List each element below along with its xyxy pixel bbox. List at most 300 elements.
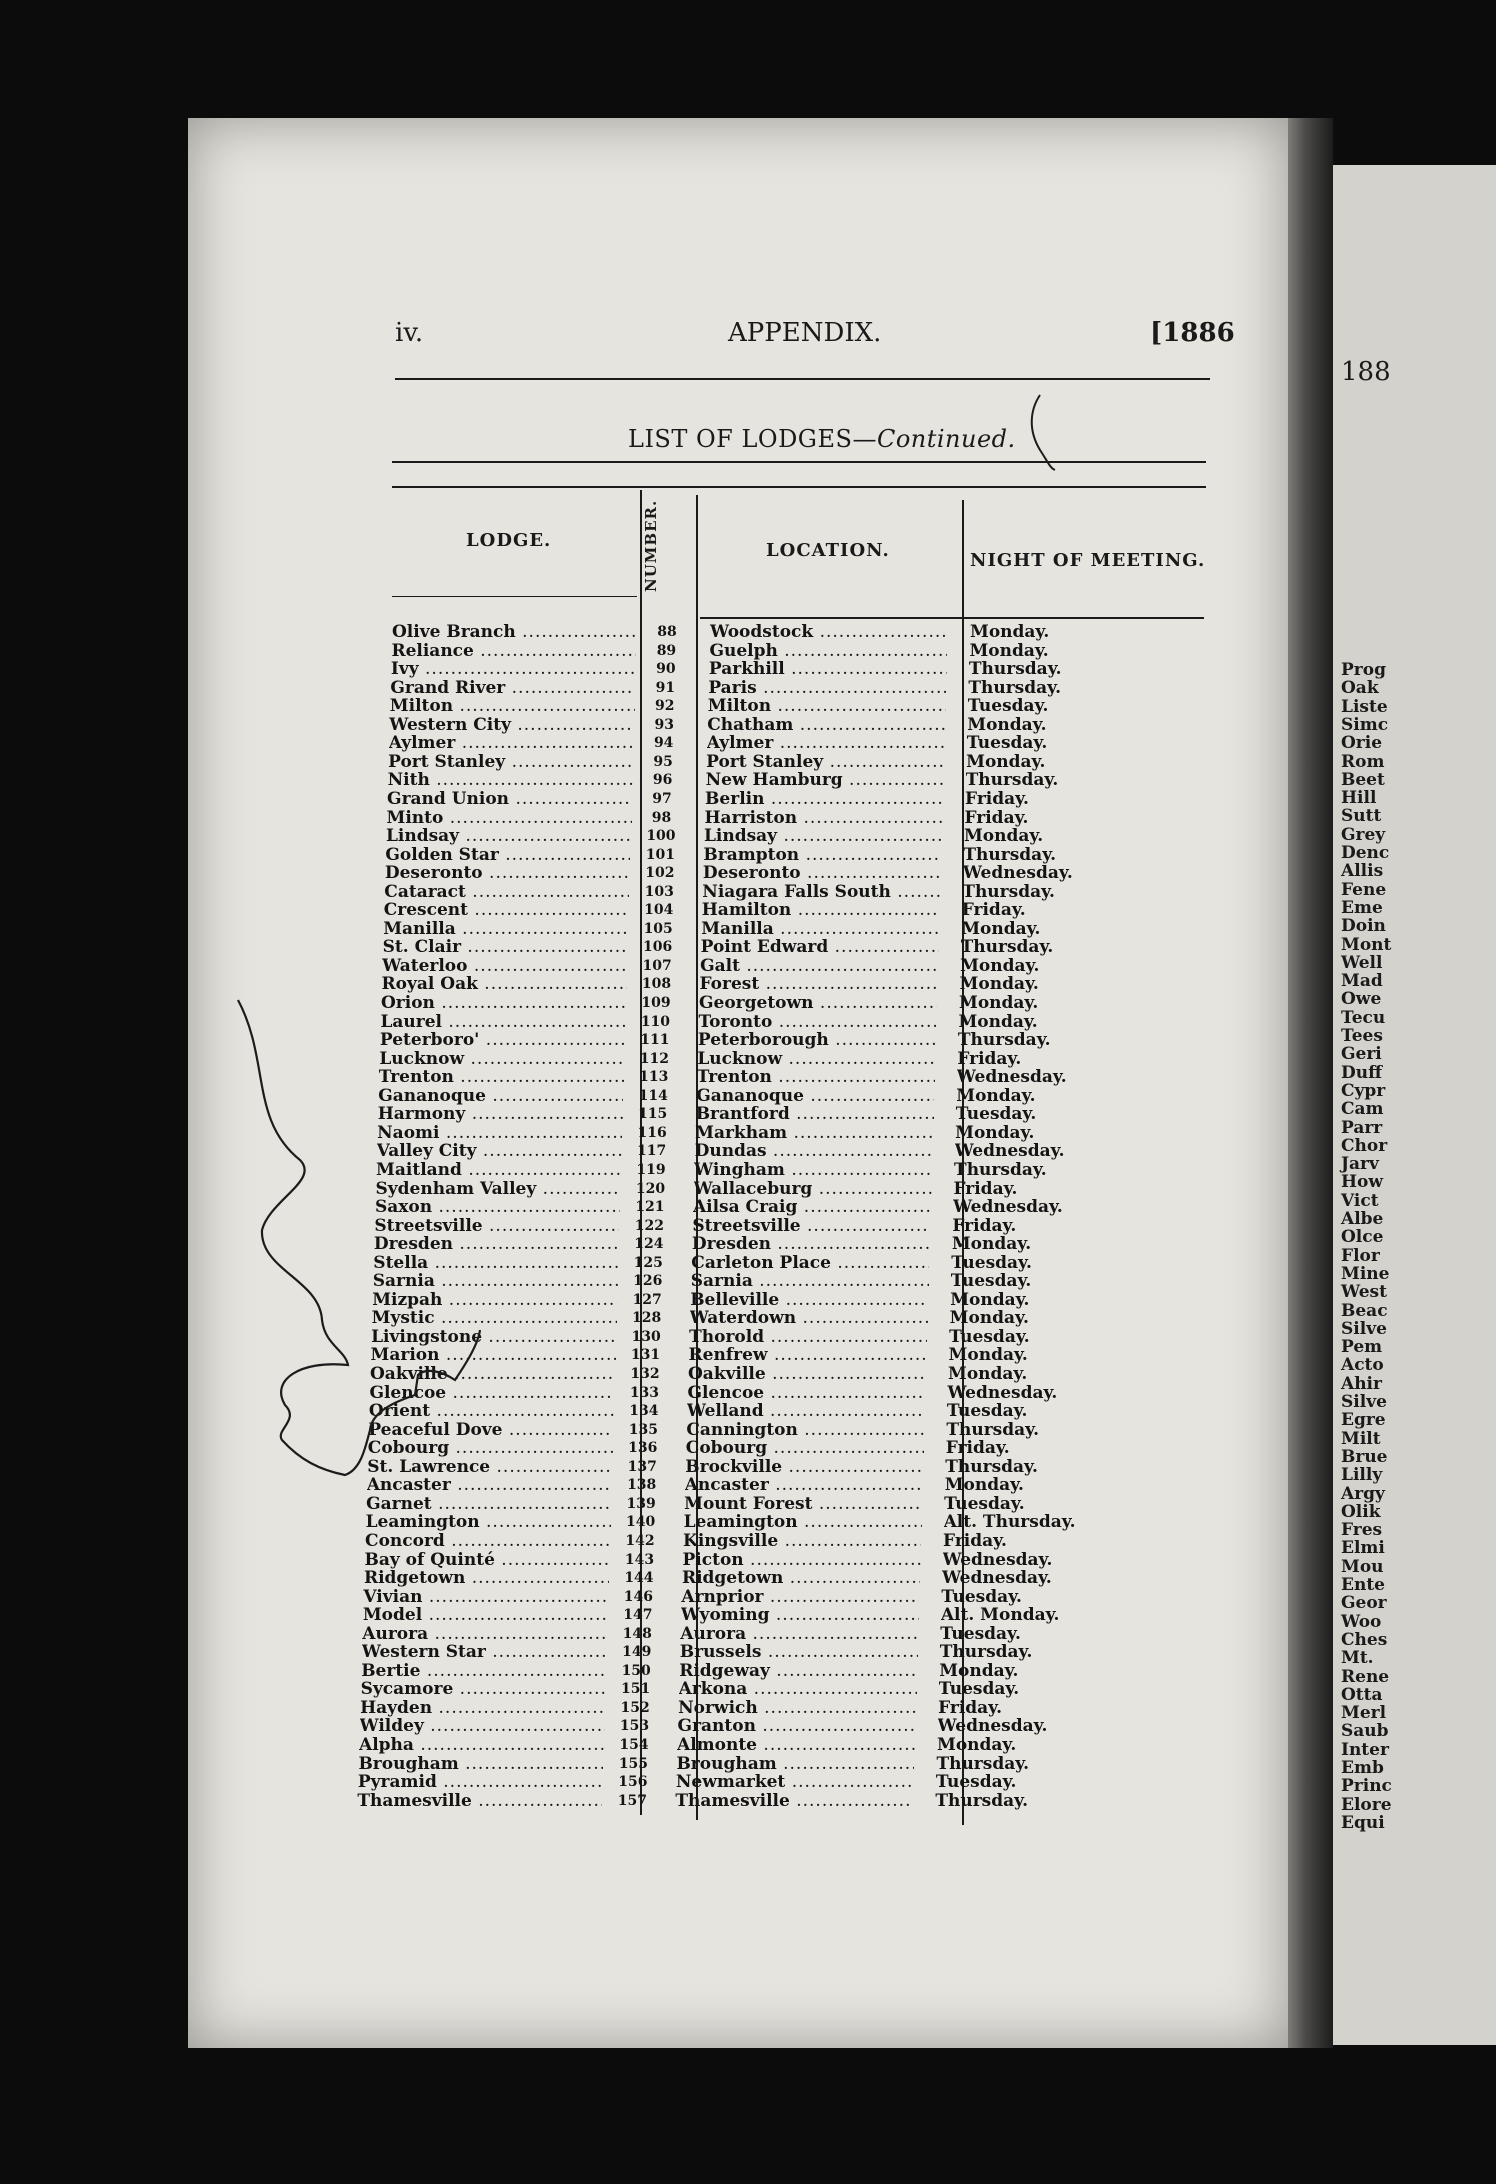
lodge-name-text: Hayden ..... bbox=[360, 1699, 605, 1717]
lodge-location-text: New Hamburg ..... bbox=[706, 771, 944, 789]
lodge-location-text: Port Stanley ..... bbox=[706, 753, 944, 771]
lodge-name-text: Wildey ..... bbox=[360, 1717, 605, 1735]
meeting-night: Monday. bbox=[948, 1365, 1028, 1383]
facing-page-fragment: Owe bbox=[1341, 989, 1382, 1010]
lodge-number: 135 bbox=[628, 1421, 658, 1438]
meeting-night: Thursday. bbox=[939, 1643, 1033, 1662]
lodge-name-text: Royal Oak ..... bbox=[382, 975, 627, 993]
lodge-location-text: Mount Forest ..... bbox=[684, 1495, 922, 1513]
facing-page-fragment: Silve bbox=[1341, 1392, 1387, 1412]
facing-page-fragment: Mad bbox=[1341, 971, 1383, 992]
facing-page-fragment: Olik bbox=[1341, 1501, 1381, 1522]
lodge-number: 133 bbox=[629, 1384, 660, 1401]
lodge-location-text: Georgetown ..... bbox=[699, 994, 937, 1012]
lodge-number: 121 bbox=[635, 1199, 665, 1216]
lodge-location-text: Dresden ..... bbox=[692, 1235, 930, 1253]
lodge-number: 113 bbox=[639, 1069, 669, 1086]
lodge-location-text: Peterborough ..... bbox=[698, 1031, 936, 1049]
facing-page-fragment: Beet bbox=[1341, 769, 1385, 790]
meeting-night: Tuesday. bbox=[950, 1272, 1032, 1291]
meeting-night: Friday. bbox=[965, 789, 1029, 808]
meeting-night: Alt. Monday. bbox=[940, 1606, 1060, 1625]
lodge-name-text: Stella ..... bbox=[373, 1254, 618, 1272]
lodge-number: 139 bbox=[626, 1495, 656, 1512]
meeting-night: Tuesday. bbox=[955, 1105, 1037, 1124]
lodge-number: 132 bbox=[630, 1366, 660, 1382]
meeting-night: Monday. bbox=[944, 1476, 1024, 1495]
page-number: iv. bbox=[395, 318, 424, 348]
lodge-number: 131 bbox=[630, 1347, 661, 1364]
lodge-location-text: Gananoque ..... bbox=[696, 1087, 934, 1105]
facing-page-fragment: Merl bbox=[1341, 1703, 1387, 1724]
meeting-night: Thursday. bbox=[968, 660, 1062, 679]
lodge-name-text: Manilla ..... bbox=[383, 920, 628, 938]
lodge-number: 114 bbox=[638, 1087, 668, 1104]
lodge-number: 116 bbox=[637, 1124, 667, 1141]
lodge-location-text: Trenton ..... bbox=[697, 1068, 935, 1086]
lodge-name-text: Minto ..... bbox=[387, 809, 632, 827]
lodge-location-text: Paris ..... bbox=[708, 679, 946, 697]
lodge-name-text: Grand River ..... bbox=[390, 679, 635, 697]
facing-page-fragment: Albe bbox=[1341, 1209, 1384, 1229]
meeting-night: Tuesday. bbox=[946, 1402, 1028, 1421]
lodge-name-text: Vivian ..... bbox=[363, 1588, 608, 1606]
column-header-location: LOCATION. bbox=[766, 540, 890, 561]
lodge-location-text: Point Edward ..... bbox=[701, 938, 939, 956]
meeting-night: Wednesday. bbox=[954, 1142, 1065, 1161]
meeting-night: Monday. bbox=[959, 975, 1039, 994]
lodge-number: 148 bbox=[622, 1625, 652, 1642]
lodge-number: 156 bbox=[618, 1774, 648, 1791]
lodge-name-text: Aylmer ..... bbox=[389, 734, 634, 752]
facing-page-fragment: Argy bbox=[1341, 1483, 1385, 1504]
lodge-number: 97 bbox=[652, 790, 672, 807]
meeting-night: Monday. bbox=[955, 1123, 1035, 1142]
lodge-number: 98 bbox=[651, 809, 672, 826]
lodge-name-text: Crescent ..... bbox=[384, 901, 629, 919]
lodge-name-text: Concord ..... bbox=[365, 1532, 610, 1550]
lodge-name-text: Sarnia ..... bbox=[373, 1272, 618, 1290]
lodge-number: 90 bbox=[656, 661, 676, 678]
lodge-number: 95 bbox=[653, 753, 673, 770]
meeting-night: Thursday. bbox=[945, 1457, 1038, 1476]
lodge-location-text: Cannington ..... bbox=[686, 1421, 924, 1439]
lodge-name-text: Marion ..... bbox=[371, 1346, 616, 1364]
lodge-name-text: Maitland ..... bbox=[376, 1161, 621, 1179]
meeting-night: Wednesday. bbox=[941, 1569, 1052, 1588]
facing-page-fragment: Vict bbox=[1341, 1190, 1379, 1211]
lodge-location-text: Welland ..... bbox=[687, 1402, 925, 1420]
meeting-night: Monday. bbox=[960, 956, 1040, 975]
lodge-name-text: Western City ..... bbox=[389, 716, 634, 734]
meeting-night: Friday. bbox=[953, 1179, 1018, 1198]
facing-page-fragment: Chor bbox=[1341, 1135, 1388, 1156]
facing-page-fragment: Grey bbox=[1341, 824, 1386, 845]
lodge-location-text: Brantford ..... bbox=[696, 1105, 934, 1123]
lodge-name-text: Mystic ..... bbox=[372, 1309, 617, 1327]
lodge-location-text: Wingham ..... bbox=[694, 1161, 932, 1179]
lodge-location-text: Streetsville ..... bbox=[692, 1217, 930, 1235]
lodge-location-text: Aurora ..... bbox=[680, 1625, 918, 1643]
meeting-night: Friday. bbox=[961, 901, 1026, 920]
lodge-number: 115 bbox=[638, 1106, 668, 1123]
facing-page-fragment: Tecu bbox=[1341, 1007, 1386, 1028]
meeting-night: Tuesday. bbox=[967, 697, 1049, 716]
lodge-name-text: St. Lawrence ..... bbox=[367, 1458, 612, 1476]
meeting-night: Wednesday. bbox=[947, 1383, 1058, 1402]
lodge-name-text: Pyramid ..... bbox=[358, 1773, 603, 1791]
facing-page-fragment: Denc bbox=[1341, 843, 1390, 863]
meeting-night: Thursday. bbox=[936, 1754, 1030, 1773]
meeting-night: Tuesday. bbox=[938, 1680, 1020, 1699]
lodge-number: 134 bbox=[629, 1403, 659, 1420]
lodge-name-text: Grand Union ..... bbox=[387, 790, 632, 808]
facing-page-fragment: Rene bbox=[1341, 1666, 1390, 1687]
lodge-location-text: Sarnia ..... bbox=[691, 1272, 929, 1290]
lodge-name-text: Model ..... bbox=[363, 1606, 608, 1624]
lodge-name-text: Orient ..... bbox=[369, 1402, 614, 1420]
lodge-location-text: Ridgetown ..... bbox=[682, 1569, 920, 1587]
lodge-number: 138 bbox=[627, 1477, 657, 1494]
lodge-name-text: Streetsville ..... bbox=[374, 1217, 619, 1235]
meeting-night: Wednesday. bbox=[937, 1717, 1048, 1736]
lodge-location-text: Picton ..... bbox=[683, 1551, 921, 1569]
lodge-number: 146 bbox=[623, 1588, 653, 1605]
facing-page-fragment: Brue bbox=[1341, 1446, 1388, 1467]
lodge-location-text: Harriston ..... bbox=[705, 809, 943, 827]
table-title-continued: Continued. bbox=[876, 425, 1016, 453]
facing-page-fragment: Geor bbox=[1341, 1593, 1387, 1614]
meeting-night: Thursday. bbox=[963, 845, 1057, 864]
lodge-name-text: Lindsay ..... bbox=[386, 827, 631, 845]
lodge-location-text: Thamesville ..... bbox=[675, 1792, 913, 1810]
lodge-number: 152 bbox=[620, 1699, 650, 1716]
lodge-name-text: Cobourg ..... bbox=[368, 1439, 613, 1457]
lodge-name-text: Bay of Quinté ..... bbox=[365, 1551, 610, 1569]
facing-page-fragment: Simc bbox=[1341, 714, 1389, 735]
lodge-number: 100 bbox=[646, 828, 676, 845]
lodge-number: 130 bbox=[631, 1328, 661, 1345]
lodge-number: 143 bbox=[624, 1551, 655, 1568]
lodge-location-text: Granton ..... bbox=[678, 1717, 916, 1735]
meeting-night: Thursday. bbox=[965, 771, 1059, 790]
lodge-name-text: Milton ..... bbox=[390, 697, 635, 715]
facing-page-fragment: Princ bbox=[1341, 1776, 1392, 1797]
meeting-night: Tuesday. bbox=[941, 1587, 1022, 1606]
facing-running-head: 188 bbox=[1341, 357, 1391, 387]
facing-page-fragment: Fres bbox=[1341, 1520, 1383, 1541]
lodge-location-text: Parkhill ..... bbox=[709, 660, 947, 678]
lodge-location-text: Manilla ..... bbox=[701, 920, 939, 938]
lodge-name-text: Saxon ..... bbox=[375, 1198, 620, 1216]
meeting-night: Monday. bbox=[961, 919, 1041, 938]
lodge-location-text: Forest ..... bbox=[700, 975, 938, 993]
lodge-location-text: Leamington ..... bbox=[684, 1513, 922, 1531]
lodge-number: 140 bbox=[625, 1514, 656, 1531]
lodge-number: 108 bbox=[641, 976, 672, 993]
table-title-text: LIST OF LODGES— bbox=[628, 425, 877, 453]
meeting-night: Friday. bbox=[964, 808, 1029, 827]
lodge-location-text: Brampton ..... bbox=[703, 846, 941, 864]
meeting-night: Wednesday. bbox=[956, 1068, 1067, 1087]
lodge-number: 137 bbox=[627, 1458, 657, 1475]
lodge-location-text: Guelph ..... bbox=[709, 642, 947, 660]
lodge-name-text: Trenton ..... bbox=[379, 1068, 624, 1086]
lodge-location-text: Carleton Place ..... bbox=[691, 1254, 929, 1272]
meeting-night: Tuesday. bbox=[940, 1624, 1021, 1643]
lodge-location-text: Dundas ..... bbox=[695, 1142, 933, 1160]
lodge-number: 112 bbox=[639, 1050, 669, 1067]
lodge-location-text: Ailsa Craig ..... bbox=[693, 1198, 931, 1216]
facing-page-fragment: Prog bbox=[1341, 660, 1386, 680]
lodge-number: 120 bbox=[635, 1180, 666, 1197]
facing-page-fragment: Mont bbox=[1341, 934, 1392, 955]
lodge-location-text: Brockville ..... bbox=[685, 1458, 923, 1476]
lodge-location-text: Thorold ..... bbox=[689, 1328, 927, 1346]
facing-page-fragment: Rom bbox=[1341, 751, 1385, 772]
lodge-number: 96 bbox=[652, 772, 673, 789]
lodge-location-text: Galt ..... bbox=[700, 957, 938, 975]
facing-page-fragment: Duff bbox=[1341, 1062, 1383, 1083]
facing-page-fragment: Elore bbox=[1341, 1794, 1392, 1815]
lodge-number: 101 bbox=[645, 846, 675, 863]
lodge-number: 155 bbox=[618, 1755, 649, 1772]
lodge-number: 124 bbox=[634, 1236, 664, 1253]
facing-page-fragment: Ahir bbox=[1341, 1373, 1382, 1394]
lodge-location-text: Deseronto ..... bbox=[703, 864, 941, 882]
lodge-name-text: Harmony ..... bbox=[378, 1105, 623, 1123]
lodge-number: 154 bbox=[619, 1737, 649, 1753]
facing-page-fragment: Parr bbox=[1341, 1117, 1383, 1138]
lodge-name-text: Gananoque ..... bbox=[378, 1087, 623, 1105]
meeting-night: Monday. bbox=[967, 715, 1047, 734]
lodge-name-text: Nith ..... bbox=[388, 771, 633, 789]
facing-page-fragment: Doin bbox=[1341, 916, 1386, 937]
facing-page-fragment: Egre bbox=[1341, 1410, 1386, 1431]
meeting-night: Monday. bbox=[956, 1086, 1036, 1105]
facing-page-fragment: Otta bbox=[1341, 1684, 1383, 1705]
facing-page-fragment: Geri bbox=[1341, 1044, 1382, 1065]
lodge-location-text: Renfrew ..... bbox=[689, 1346, 927, 1364]
lodge-number: 94 bbox=[653, 735, 674, 752]
lodge-location-text: Wyoming ..... bbox=[681, 1606, 919, 1624]
lodge-name-text: Waterloo ..... bbox=[382, 957, 627, 975]
lodge-location-text: Oakville ..... bbox=[688, 1365, 926, 1383]
facing-page-fragment: Well bbox=[1341, 952, 1383, 973]
lodge-number: 149 bbox=[622, 1644, 652, 1661]
lodge-location-text: Niagara Falls South ..... bbox=[702, 883, 940, 901]
facing-page-fragment: Oak bbox=[1341, 678, 1379, 699]
lodge-name-text: Peaceful Dove ..... bbox=[368, 1421, 613, 1439]
lodge-name-text: Cataract ..... bbox=[384, 883, 629, 901]
lodge-location-text: Almonte ..... bbox=[677, 1736, 915, 1754]
lodge-name-text: Ancaster ..... bbox=[367, 1476, 612, 1494]
meeting-night: Friday. bbox=[943, 1531, 1007, 1550]
lodge-number: 103 bbox=[644, 883, 674, 900]
lodge-number: 127 bbox=[632, 1291, 662, 1308]
lodge-name-text: Livingstone ..... bbox=[371, 1328, 616, 1346]
lodge-number: 110 bbox=[640, 1013, 671, 1030]
lodge-name-text: Brougham ..... bbox=[358, 1755, 603, 1773]
facing-page-fragment: Pem bbox=[1341, 1337, 1383, 1358]
lodge-name-text: Bertie ..... bbox=[361, 1662, 606, 1680]
lodge-name-text: Glencoe ..... bbox=[369, 1384, 614, 1402]
meeting-night: Monday. bbox=[949, 1309, 1029, 1328]
meeting-night: Friday. bbox=[945, 1439, 1010, 1458]
meeting-night: Friday. bbox=[938, 1698, 1003, 1717]
lodge-name-text: Orion ..... bbox=[381, 994, 626, 1012]
lodge-name-text: Naomi ..... bbox=[377, 1124, 622, 1142]
lodge-number: 157 bbox=[617, 1792, 647, 1809]
lodge-name-text: Reliance ..... bbox=[391, 642, 636, 660]
facing-page-fragment: Liste bbox=[1341, 696, 1388, 717]
facing-page-fragment: Silve bbox=[1341, 1318, 1387, 1339]
meeting-night: Thursday. bbox=[954, 1160, 1047, 1179]
facing-page-fragment: Allis bbox=[1341, 861, 1384, 882]
facing-page-fragment: Mt. bbox=[1341, 1648, 1374, 1669]
facing-page-fragment: How bbox=[1341, 1172, 1384, 1193]
facing-page-fragment: Elmi bbox=[1341, 1538, 1385, 1559]
facing-page-fragment: Inter bbox=[1341, 1739, 1389, 1760]
lodge-location-text: Belleville ..... bbox=[690, 1291, 928, 1309]
facing-page-fragment: Fene bbox=[1341, 879, 1387, 900]
lodge-location-text: Brussels ..... bbox=[680, 1643, 918, 1661]
meeting-night: Monday. bbox=[937, 1736, 1017, 1754]
facing-page-fragment: Cam bbox=[1341, 1099, 1384, 1120]
meeting-night: Thursday. bbox=[957, 1031, 1051, 1050]
lodge-location-text: Wallaceburg ..... bbox=[694, 1180, 932, 1198]
lodge-location-text: Brougham ..... bbox=[676, 1755, 914, 1773]
meeting-night: Thursday. bbox=[960, 938, 1054, 957]
lodge-location-text: Cobourg ..... bbox=[686, 1439, 924, 1457]
facing-page-fragment: Hill bbox=[1341, 788, 1377, 809]
lodge-name-text: Western Star ..... bbox=[362, 1643, 607, 1661]
lodge-location-text: Ancaster ..... bbox=[685, 1476, 923, 1494]
running-title: APPENDIX. bbox=[728, 318, 882, 348]
lodge-number: 144 bbox=[624, 1570, 654, 1587]
facing-page-fragment: Mine bbox=[1341, 1263, 1390, 1284]
meeting-night: Wednesday. bbox=[962, 864, 1073, 883]
lodge-name-text: Ivy ..... bbox=[391, 660, 636, 678]
facing-page-fragment: Ente bbox=[1341, 1575, 1385, 1595]
facing-page-fragment: Olce bbox=[1341, 1227, 1384, 1248]
meeting-night: Monday. bbox=[970, 623, 1050, 641]
facing-page-fragment: Beac bbox=[1341, 1300, 1388, 1321]
lodge-number: 151 bbox=[621, 1681, 651, 1698]
facing-page-fragment: Saub bbox=[1341, 1721, 1389, 1742]
facing-page-fragment: Mou bbox=[1341, 1556, 1384, 1577]
lodge-number: 89 bbox=[656, 642, 677, 659]
facing-page-fragment: Sutt bbox=[1341, 806, 1382, 827]
lodge-location-text: Ridgeway ..... bbox=[679, 1662, 917, 1680]
meeting-night: Tuesday. bbox=[935, 1773, 1017, 1792]
meeting-night: Thursday. bbox=[935, 1791, 1028, 1810]
lodge-location-text: Toronto ..... bbox=[698, 1013, 936, 1031]
lodge-location-text: Chatham ..... bbox=[707, 716, 945, 734]
meeting-night: Monday. bbox=[950, 1290, 1030, 1309]
lodge-location-text: Waterdown ..... bbox=[690, 1309, 928, 1327]
meeting-night: Alt. Thursday. bbox=[943, 1513, 1076, 1532]
lodge-name-text: Garnet ..... bbox=[366, 1495, 611, 1513]
meeting-night: Thursday. bbox=[962, 882, 1055, 901]
meeting-night: Monday. bbox=[969, 641, 1049, 660]
lodge-location-text: Arkona ..... bbox=[679, 1680, 917, 1698]
lodge-number: 105 bbox=[643, 920, 673, 937]
lodge-name-text: Deseronto ..... bbox=[385, 864, 630, 882]
meeting-night: Monday. bbox=[966, 752, 1046, 771]
lodge-number: 117 bbox=[636, 1143, 667, 1160]
meeting-night: Tuesday. bbox=[944, 1494, 1025, 1513]
facing-page-fragment: Acto bbox=[1341, 1355, 1384, 1376]
lodge-location-text: Kingsville ..... bbox=[683, 1532, 921, 1550]
meeting-night: Wednesday. bbox=[952, 1198, 1063, 1217]
facing-page-fragment: Woo bbox=[1341, 1611, 1382, 1632]
lodge-location-text: Lucknow ..... bbox=[697, 1050, 935, 1068]
lodge-name-text: St. Clair ..... bbox=[383, 938, 628, 956]
facing-page-fragment: Ches bbox=[1341, 1629, 1388, 1650]
lodge-number: 88 bbox=[657, 624, 677, 640]
meeting-night: Monday. bbox=[948, 1346, 1028, 1365]
lodge-number: 102 bbox=[645, 865, 675, 882]
lodge-location-text: Hamilton ..... bbox=[702, 901, 940, 919]
lodge-number: 119 bbox=[636, 1161, 666, 1178]
lodge-number: 104 bbox=[644, 902, 674, 919]
meeting-night: Monday. bbox=[959, 994, 1039, 1012]
lodge-name-text: Mizpah ..... bbox=[372, 1291, 617, 1309]
lodge-name-text: Sycamore ..... bbox=[361, 1680, 606, 1698]
lodge-number: 106 bbox=[643, 939, 673, 956]
year-heading: [1886 bbox=[1150, 318, 1235, 348]
column-header-night: NIGHT OF MEETING. bbox=[970, 550, 1206, 571]
lodge-number: 147 bbox=[623, 1607, 653, 1624]
lodge-name-text: Ridgetown ..... bbox=[364, 1569, 609, 1587]
lodge-location-text: Norwich ..... bbox=[678, 1699, 916, 1717]
facing-page-fragment: Orie bbox=[1341, 733, 1383, 754]
lodge-number: 153 bbox=[619, 1718, 650, 1735]
facing-page-fragment: West bbox=[1341, 1282, 1387, 1303]
lodge-number: 111 bbox=[640, 1032, 670, 1049]
lodge-number: 126 bbox=[633, 1273, 663, 1290]
facing-page-fragment: Eme bbox=[1341, 897, 1383, 918]
column-header-number: NUMBER. bbox=[642, 499, 660, 592]
meeting-night: Friday. bbox=[952, 1216, 1017, 1235]
meeting-night: Monday. bbox=[963, 827, 1044, 846]
lodge-number: 91 bbox=[655, 679, 676, 696]
facing-page-fragment: Flor bbox=[1341, 1245, 1380, 1266]
facing-page-fragment: Equi bbox=[1341, 1812, 1385, 1833]
lodge-location-text: Woodstock ..... bbox=[710, 623, 948, 641]
lodge-name-text: Alpha ..... bbox=[359, 1736, 604, 1754]
meeting-night: Thursday. bbox=[968, 678, 1061, 697]
meeting-night: Tuesday. bbox=[951, 1253, 1032, 1272]
lodge-name-text: Leamington ..... bbox=[366, 1513, 611, 1531]
meeting-night: Monday. bbox=[939, 1661, 1019, 1680]
facing-page-fragment: Tees bbox=[1341, 1026, 1383, 1046]
meeting-night: Wednesday. bbox=[942, 1550, 1053, 1569]
lodge-number: 150 bbox=[621, 1662, 651, 1679]
lodge-number: 107 bbox=[642, 957, 672, 974]
lodge-location-text: Newmarket ..... bbox=[676, 1773, 914, 1791]
meeting-night: Thursday. bbox=[946, 1420, 1039, 1439]
lodge-name-text: Aurora ..... bbox=[362, 1625, 607, 1643]
facing-page-fragment: Emb bbox=[1341, 1758, 1384, 1778]
column-header-lodge: LODGE. bbox=[466, 530, 552, 551]
lodge-number: 142 bbox=[625, 1532, 655, 1549]
lodge-name-text: Port Stanley ..... bbox=[388, 753, 633, 771]
lodge-name-text: Laurel ..... bbox=[380, 1013, 625, 1031]
meeting-night: Monday. bbox=[951, 1235, 1032, 1254]
lodge-location-text: Glencoe ..... bbox=[687, 1384, 925, 1402]
